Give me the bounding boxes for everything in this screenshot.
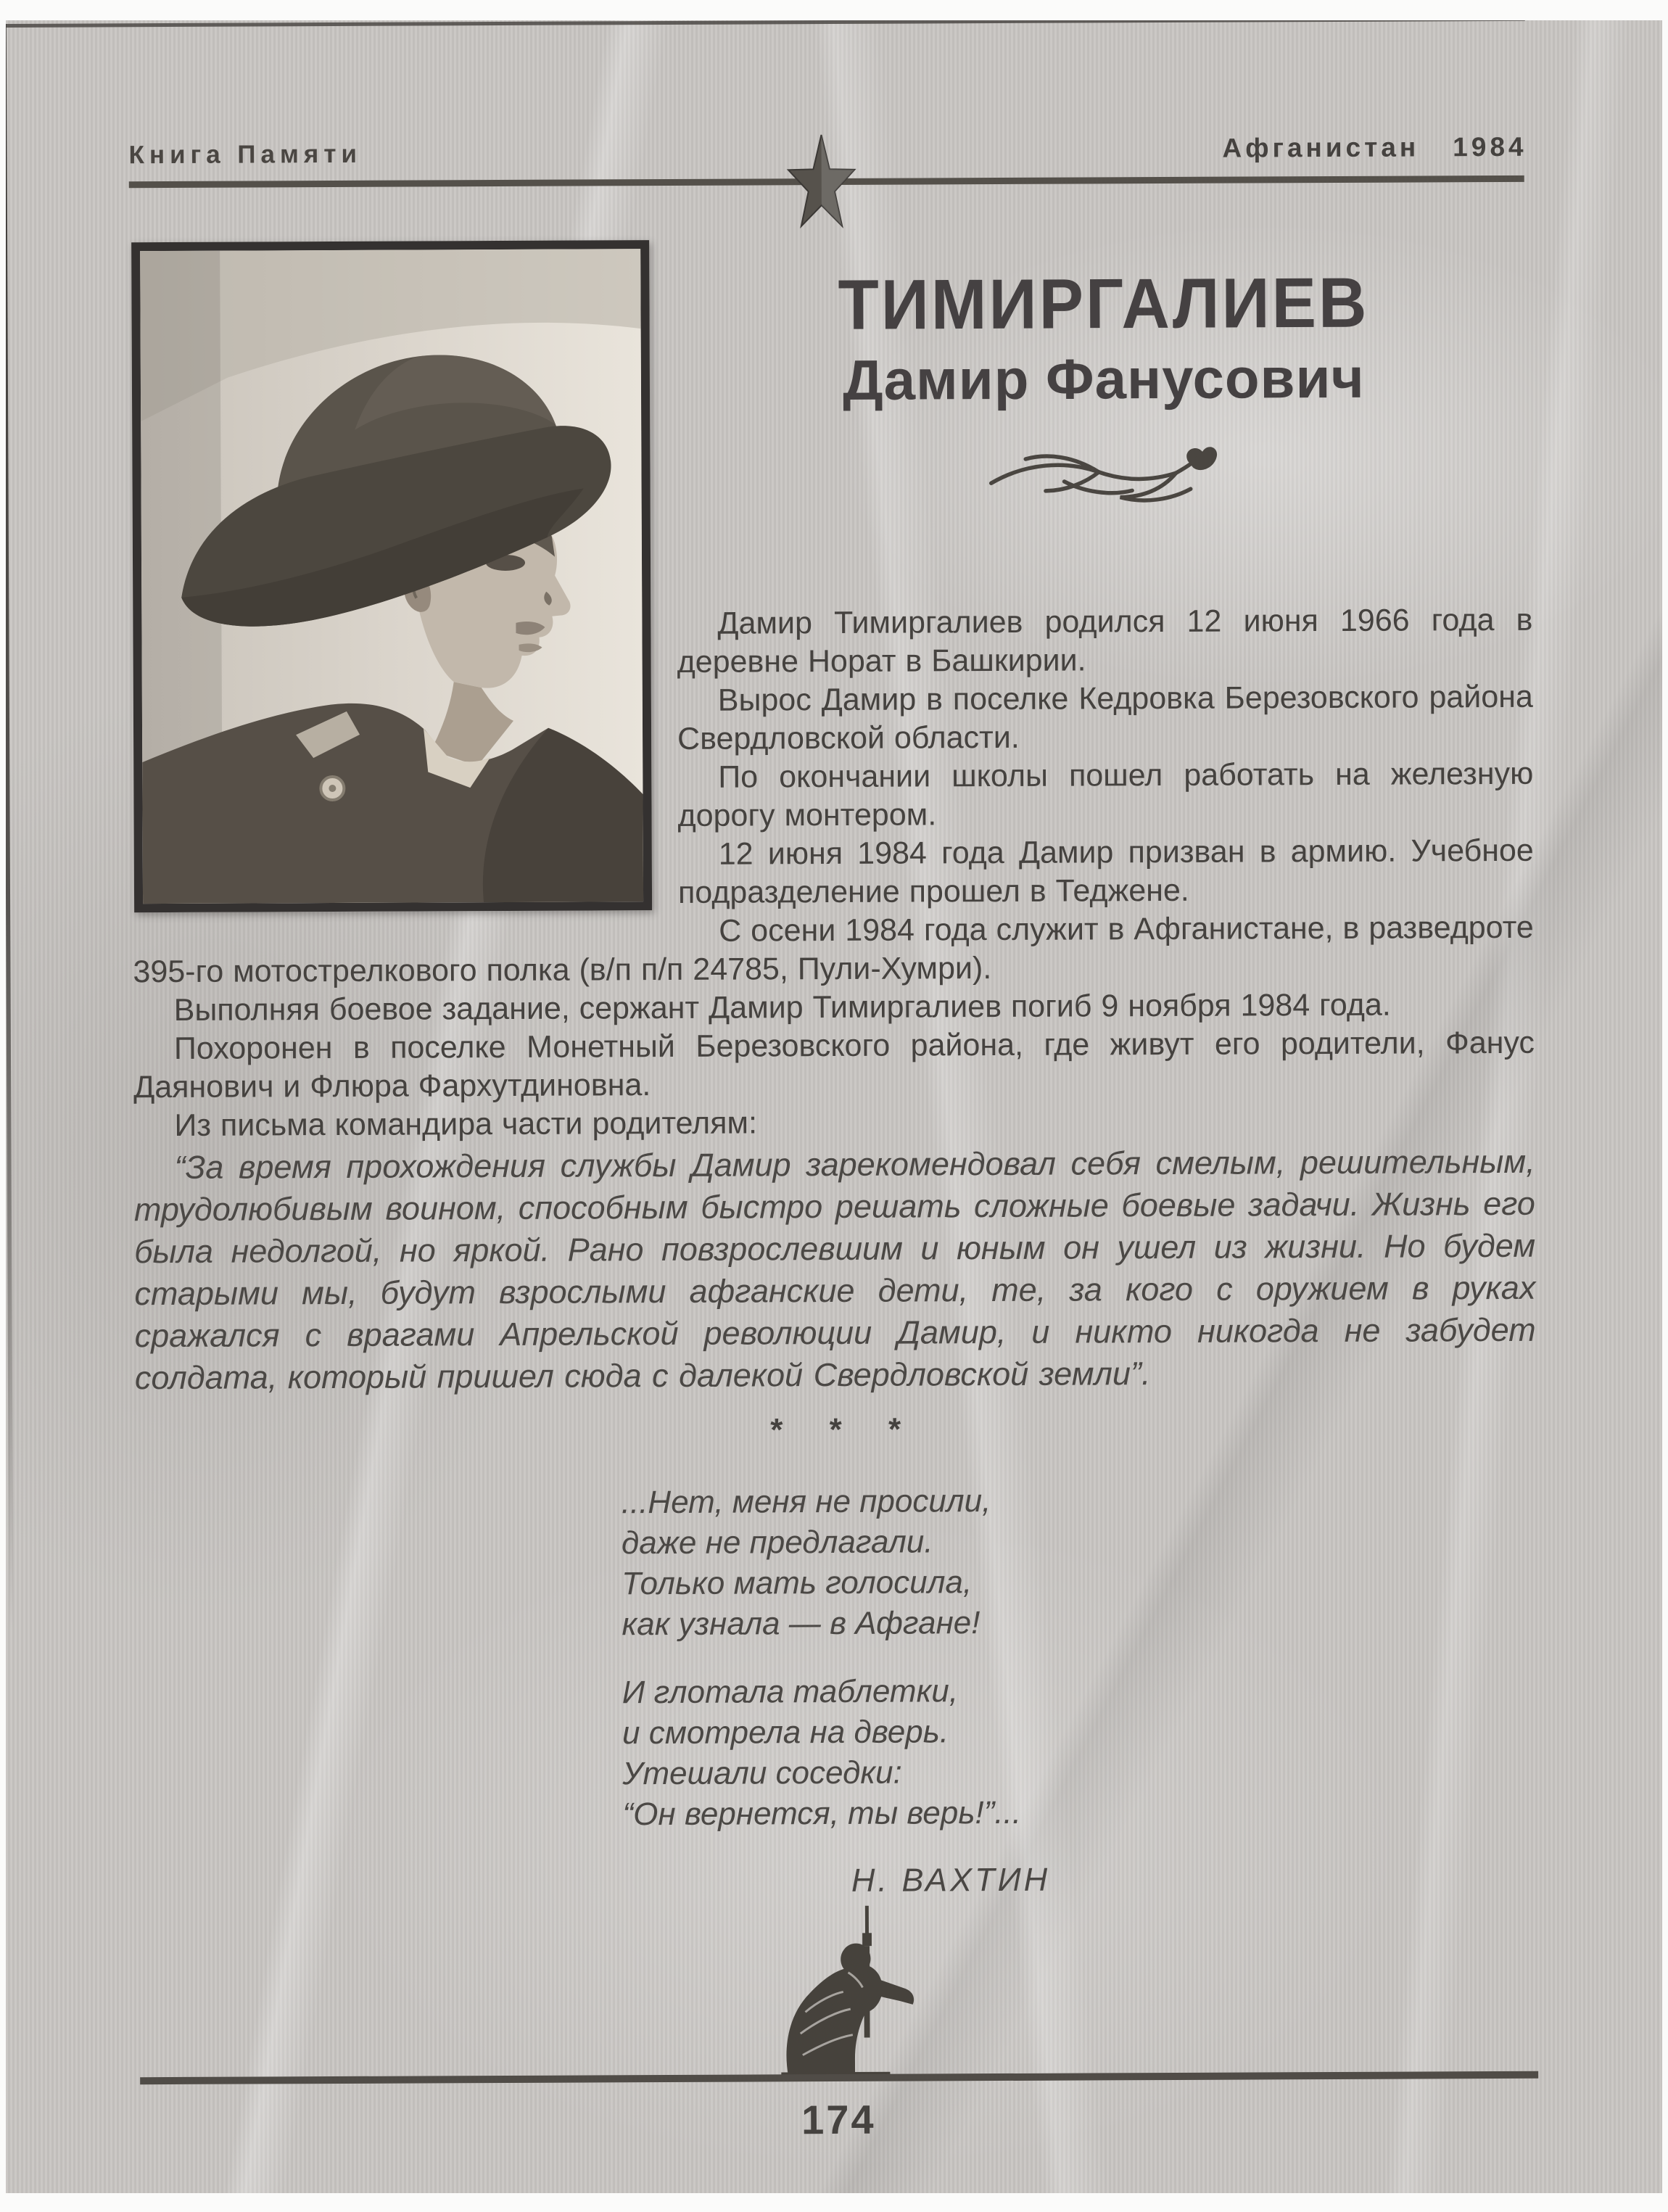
kneeling-soldier-icon [766, 1904, 935, 2080]
page-top-edge [6, 20, 1525, 28]
page-number: 174 [801, 2096, 876, 2143]
poem-stanza-1 [622, 1479, 1537, 1646]
poem-author: Н. ВАХТИН [851, 1861, 1051, 1899]
soldier-portrait-photo [131, 240, 652, 912]
chapter-year: 1984 [1453, 131, 1527, 162]
page-title-surname: ТИМИРГАЛИЕВ [838, 263, 1369, 344]
biography-paragraph: Из письма командира части родителям: [174, 1105, 758, 1144]
poem-line: “Он вернется, ты верь!”... [622, 1795, 1022, 1833]
biography-full-width-text [133, 947, 1535, 1145]
chapter-title-text: Афганистан [1222, 132, 1420, 163]
page-header [125, 110, 1529, 247]
asterisk-separator: * * * [770, 1411, 920, 1448]
poem-line: как узнала — в Афгане! [622, 1605, 980, 1643]
poem [622, 1479, 1538, 1836]
biography-paragraph: Вырос Дамир в поселке Кедровка Березовского района Свердловской области. [677, 680, 1533, 757]
poem-line: и смотрела на дверь. [622, 1714, 949, 1751]
top-section [130, 235, 1534, 954]
portrait-illustration [140, 249, 643, 904]
chapter-title [1222, 132, 1527, 164]
poem-line: ...Нет, меня не просили, [621, 1483, 991, 1521]
book-title: Книга Памяти [128, 139, 363, 170]
biography-paragraph: 12 июня 1984 года Дамир призван в армию. Учебное подразделение прошел в Теджене. [677, 833, 1534, 911]
poem-line: даже не предлагали. [621, 1524, 933, 1561]
biography-column-text [677, 601, 1534, 951]
scanned-memorial-page [6, 20, 1662, 2193]
biography-paragraph: Выполняя боевое задание, сержант Дамир Тимиргалиев погиб 9 ноября 1984 года. [173, 988, 1391, 1028]
star-icon [785, 131, 858, 231]
page-left-edge [6, 24, 13, 1632]
commander-letter-quote: “За время прохождения службы Дамир зарекомендовал себя смелым, решительным, трудолюбивым воином, способным быстро решать сложные боевые задачи. Жизнь его была недолгой, но яркой. Рано повзрослевшим и юным он ушел из жизни. Но будем старыми мы, будут взрослыми афганские дети, те, за кого с оружием в руках сражался с врагами Апрельской революции Дамир, и никто никогда не забудет солдата, который пришел сюда с далекой Свердловской земли”. [133, 1143, 1536, 1397]
poem-line: Утешали соседки: [622, 1755, 902, 1792]
poem-line: И глотала таблетки, [622, 1673, 959, 1711]
biography-paragraph: Похоронен в поселке Монетный Березовского района, где живут его родители, Фанус Даянович и Флюра Фархутдиновна. [133, 1025, 1535, 1105]
entry-right-column [675, 235, 1534, 952]
poem-stanza-2 [622, 1669, 1538, 1836]
biography-paragraph: По окончании школы пошел работать на железную дорогу монтером. [677, 756, 1534, 834]
biography-paragraph: Дамир Тимиргалиев родился 12 июня 1966 года в деревне Норат в Башкирии. [677, 603, 1533, 680]
tulip-flourish-icon [984, 442, 1223, 511]
page-title-name: Дамир Фанусович [842, 345, 1365, 412]
biography-paragraph: 395-го мотострелкового полка (в/п п/п 24785, Пули-Хумри). [133, 951, 992, 990]
memorial-entry [130, 235, 1538, 1903]
biography-paragraph: С осени 1984 года служит в Афганистане, в разведроте [719, 910, 1534, 949]
poem-line: Только мать голосила, [622, 1564, 973, 1602]
